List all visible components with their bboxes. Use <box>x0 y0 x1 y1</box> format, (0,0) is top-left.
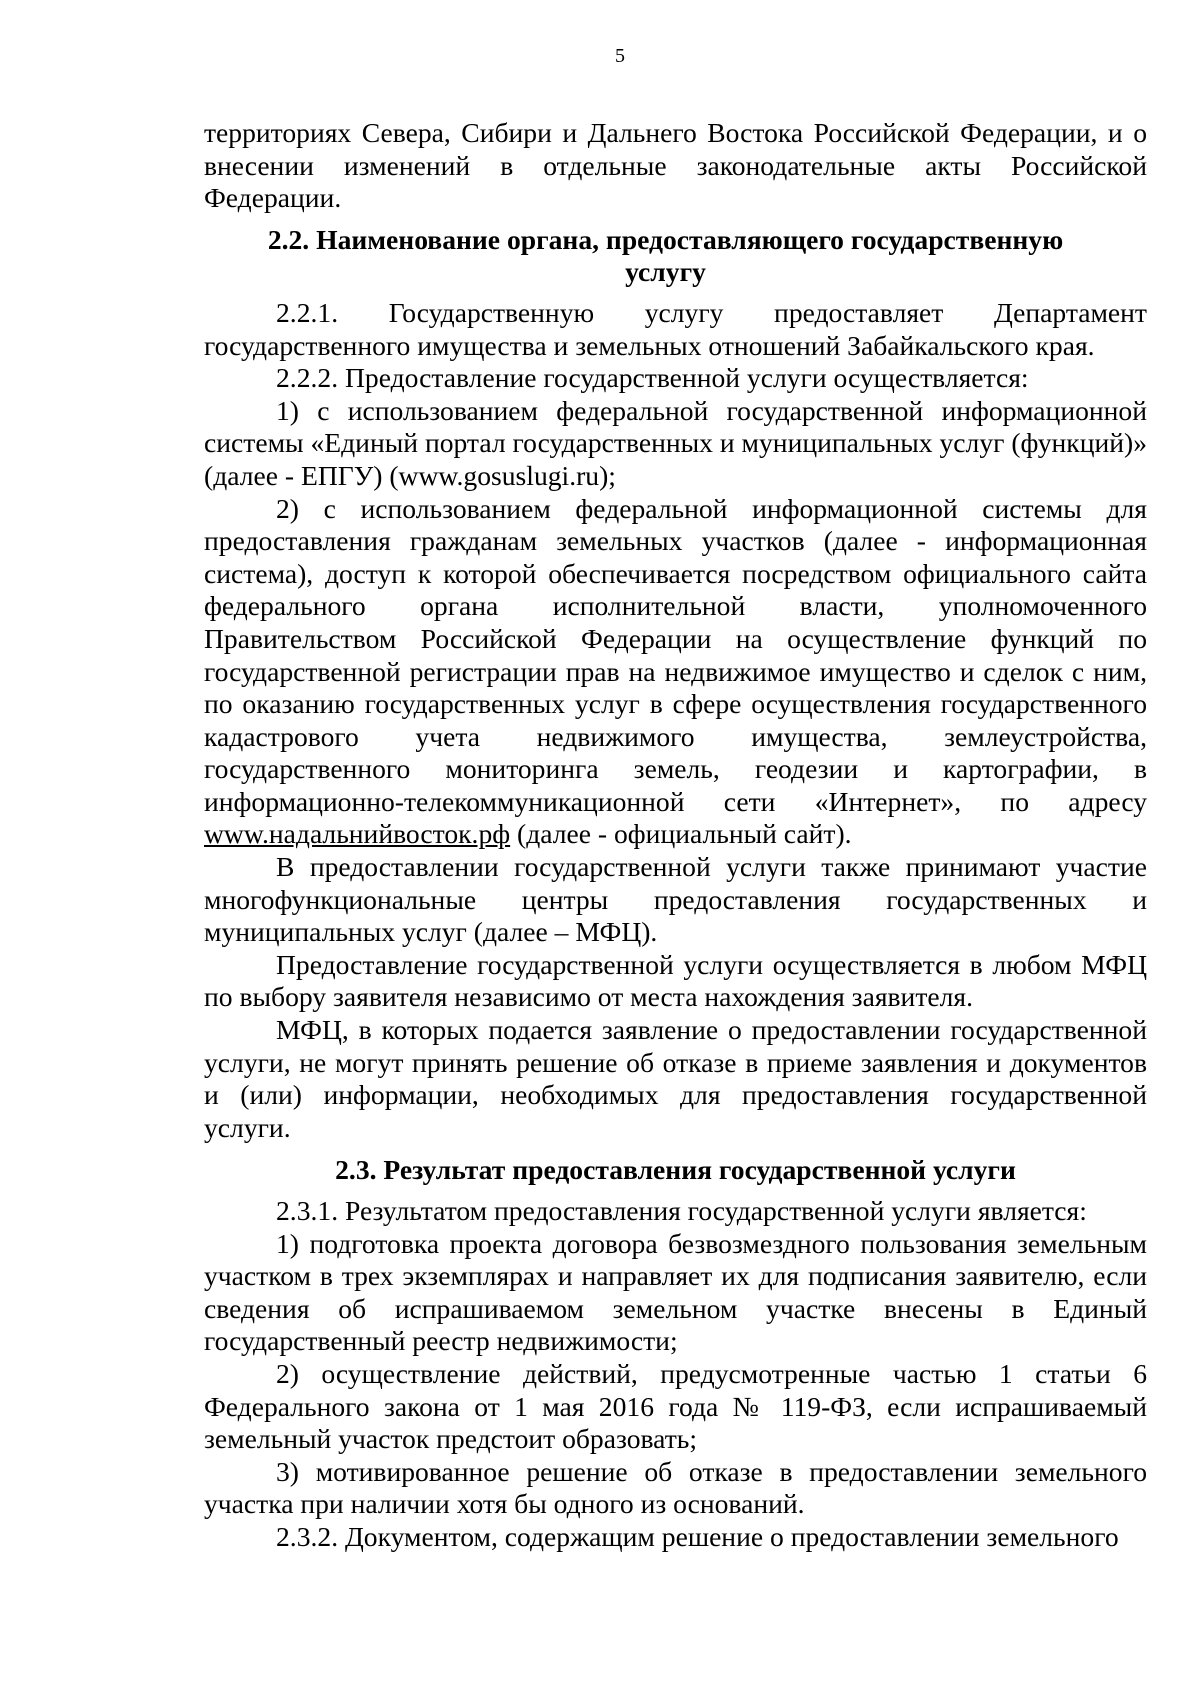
document-body <box>204 117 1147 1554</box>
paragraph-2-2-2-item-2 <box>204 493 1147 852</box>
page-number: 5 <box>615 45 625 67</box>
paragraph-2-2-2: 2.2.2. Предоставление государственной услуги осуществляется: <box>276 362 1029 394</box>
paragraph-2-3-1: 2.3.1. Результатом предоставления государственной услуги является: <box>276 1195 1087 1226</box>
paragraph-2-3-1-item-1: 1) подготовка проекта договора безвозмездного пользования земельным участком в трех экземплярах и направляет их для подписания заявителю, если сведения об испрашиваемом земельном участке внесены в Единый государственный реестр недвижимости; <box>204 1227 1147 1357</box>
paragraph-2-2-2-item-1: 1) с использованием федеральной государственной информационной системы «Единый портал государственных и муниципальных услуг (функций)» (далее - ЕПГУ) (www.gosuslugi.ru); <box>204 394 1147 491</box>
paragraph-mfc-refusal: МФЦ, в которых подается заявление о предоставлении государственной услуги, не могут принять решение об отказе в приеме заявления и документов и (или) информации, необходимых для предоставления государственной услуги. <box>204 1014 1147 1143</box>
section-heading-2-3: 2.3. Результат предоставления государственной услуги <box>335 1154 1016 1186</box>
paragraph-continuation: территориях Севера, Сибири и Дальнего Востока Российской Федерации, и о внесении изменений в отдельные законодательные акты Российской Федерации. <box>204 117 1147 214</box>
official-site-link[interactable]: www.надальнийвосток.рф <box>204 818 511 850</box>
item-2-text-after: (далее - официальный сайт). <box>510 818 852 850</box>
paragraph-2-3-1-item-3: 3) мотивированное решение об отказе в предоставлении земельного участка при наличии хотя бы одного из оснований. <box>204 1455 1147 1520</box>
paragraph-mfc-any: Предоставление государственной услуги осуществляется в любом МФЦ по выбору заявителя независимо от места нахождения заявителя. <box>204 948 1147 1013</box>
paragraph-2-3-2: 2.3.2. Документом, содержащим решение о предоставлении земельного <box>276 1520 1119 1552</box>
paragraph-2-3-1-item-2: 2) осуществление действий, предусмотренные частью 1 статьи 6 Федерального закона от 1 мая 2016 года № 119-ФЗ, если испрашиваемый земельный участок предстоит образовать; <box>204 1357 1147 1455</box>
section-heading-2-2: 2.2. Наименование органа, предоставляющего государственную услугу <box>267 223 1064 288</box>
item-2-text-before: 2) с использованием федеральной информационной системы для предоставления гражданам земельных участков (далее - информационная система), доступ к которой обеспечивается посредством официального сайта федерального органа исполнительной власти, уполномоченного Правительством Российской Федерации на осуществление функций по государственной регистрации прав на недвижимое имущество и сделок с ним, по оказанию государственных услуг в сфере осуществления государственного кадастрового учета недвижимого имущества, землеустройства, государственного мониторинга земель, геодезии и картографии, в информационно-телекоммуникационной сети «Интернет», по адресу <box>204 492 1147 817</box>
paragraph-mfc-participation: В предоставлении государственной услуги также принимают участие многофункциональные центры предоставления государственных и муниципальных услуг (далее – МФЦ). <box>204 851 1147 948</box>
paragraph-2-2-1: 2.2.1. Государственную услугу предоставляет Департамент государственного имущества и земельных отношений Забайкальского края. <box>204 296 1147 361</box>
